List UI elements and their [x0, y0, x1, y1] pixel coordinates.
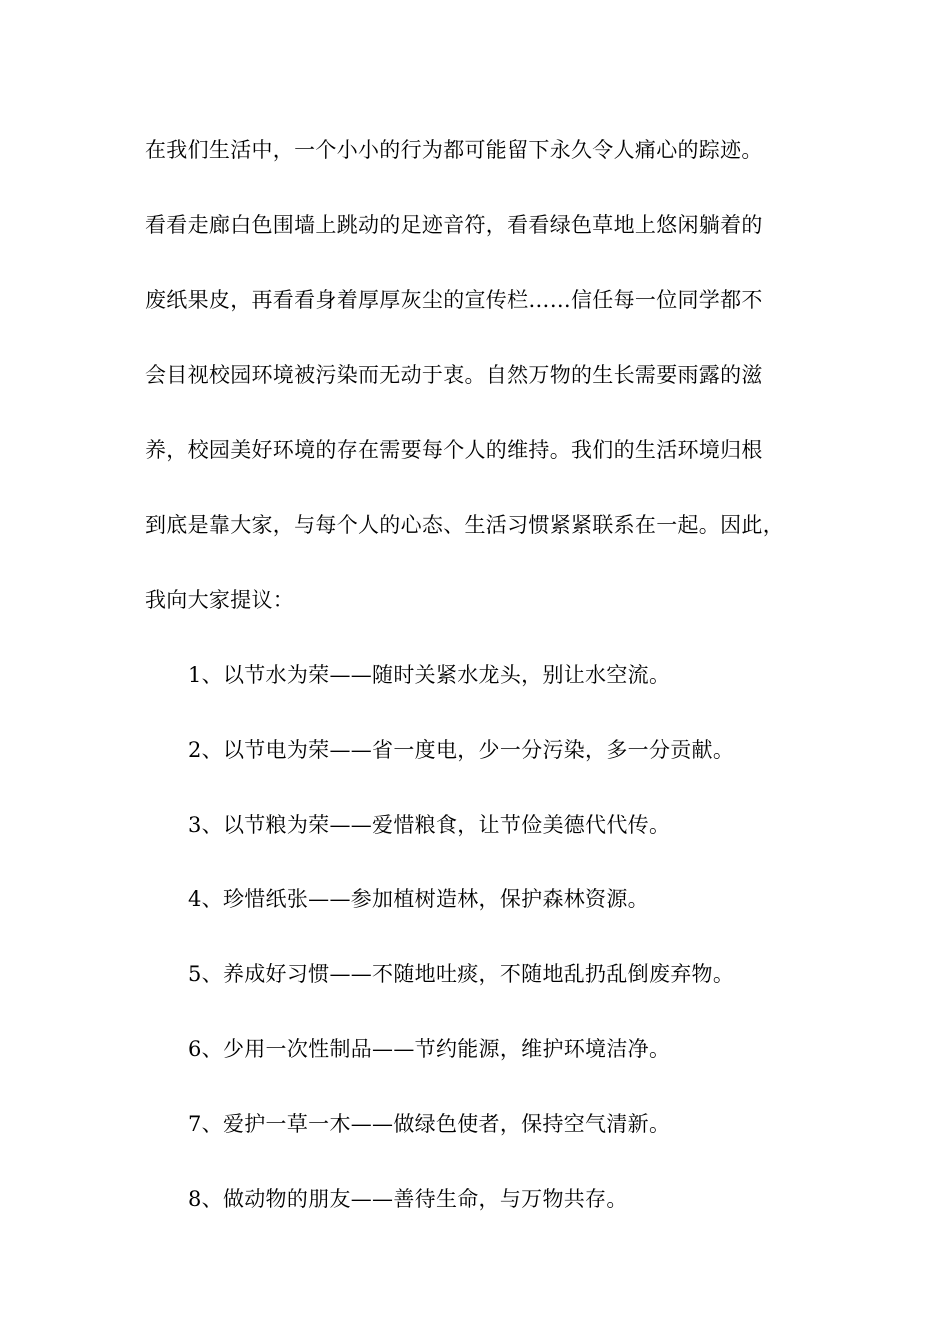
- paragraph-line: 养，校园美好环境的存在需要每个人的维持。我们的生活环境归根: [145, 438, 763, 462]
- list-item: 3、以节粮为荣——爱惜粮食，让节俭美德代代传。: [188, 813, 671, 837]
- list-item: 7、爱护一草一木——做绿色使者，保持空气清新。: [188, 1112, 671, 1136]
- list-item: 4、珍惜纸张——参加植树造林，保护森林资源。: [188, 887, 649, 911]
- list-item: 5、养成好习惯——不随地吐痰，不随地乱扔乱倒废弃物。: [188, 962, 735, 986]
- list-item: 8、做动物的朋友——善待生命，与万物共存。: [188, 1187, 628, 1211]
- paragraph-line: 看看走廊白色围墙上跳动的足迹音符，看看绿色草地上悠闲躺着的: [145, 213, 763, 237]
- list-item: 1、以节水为荣——随时关紧水龙头，别让水空流。: [188, 663, 671, 687]
- paragraph-line: 会目视校园环境被污染而无动于衷。自然万物的生长需要雨露的滋: [145, 363, 763, 387]
- list-item: 6、少用一次性制品——节约能源，维护环境洁净。: [188, 1037, 671, 1061]
- list-item: 2、以节电为荣——省一度电，少一分污染，多一分贡献。: [188, 738, 735, 762]
- paragraph-line: 在我们生活中，一个小小的行为都可能留下永久令人痛心的踪迹。: [145, 138, 763, 162]
- paragraph-line: 我向大家提议：: [145, 588, 295, 612]
- paragraph-line: 废纸果皮，再看看身着厚厚灰尘的宣传栏……信任每一位同学都不: [145, 288, 763, 312]
- paragraph-line: 到底是靠大家，与每个人的心态、生活习惯紧紧联系在一起。因此，: [145, 513, 784, 537]
